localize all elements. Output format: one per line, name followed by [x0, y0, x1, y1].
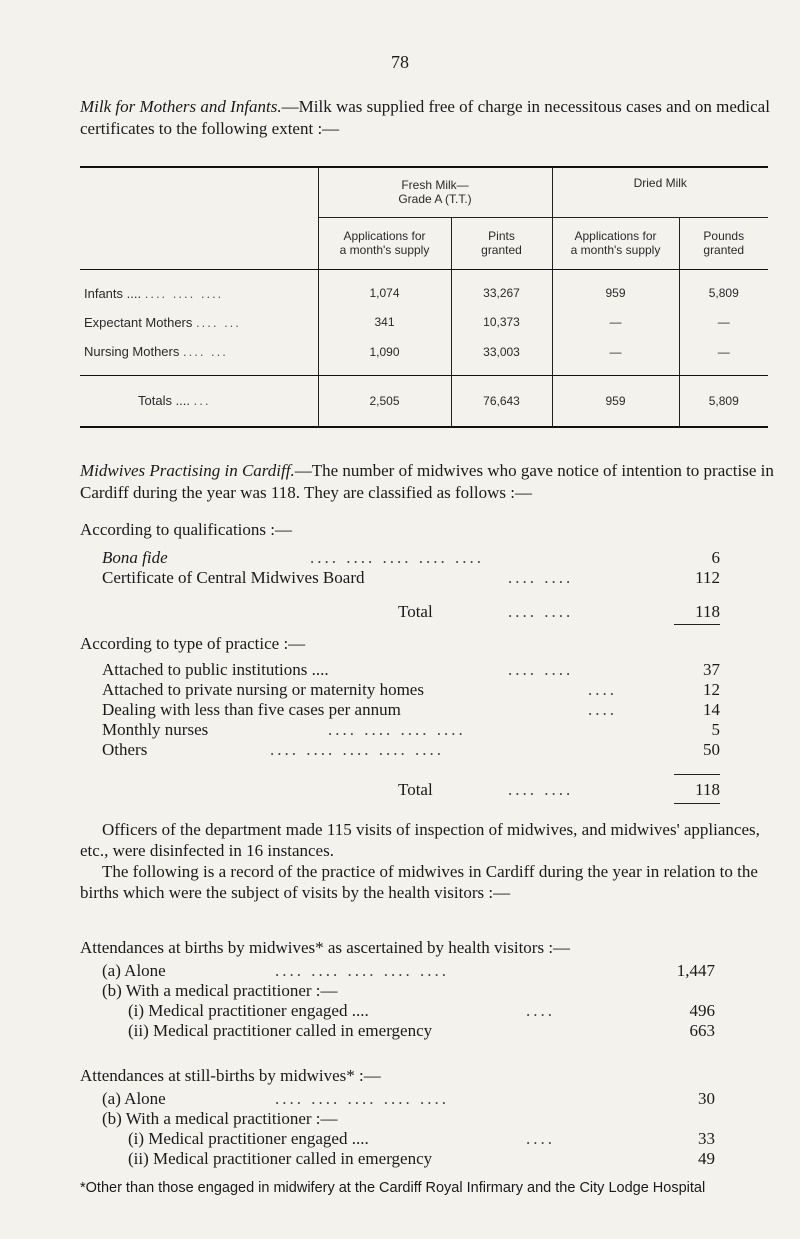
- row-label: Infants .... .... .... ....: [84, 285, 224, 301]
- list-item: (b) With a medical practitioner :—: [102, 1109, 338, 1128]
- total-value: 2,505: [318, 375, 451, 427]
- totals-row: [80, 375, 768, 427]
- list-item: (i) Medical practitioner engaged .... .... 33: [128, 1129, 715, 1148]
- leader-dots: .... ...: [196, 314, 241, 330]
- cell-value: 5,809: [679, 269, 768, 307]
- leader-dots: ...: [193, 393, 211, 409]
- cell-value: 33,267: [451, 269, 552, 307]
- list-heading: Attendances at still-births by midwives* :—: [80, 1066, 381, 1085]
- qualifications-total: Total .... .... 118: [398, 602, 720, 621]
- qualifications-list: [80, 520, 720, 622]
- fresh-milk-grade: Grade A (T.T.): [398, 192, 472, 207]
- list-heading: According to qualifications :—: [80, 520, 292, 539]
- practice-type-list: [80, 634, 720, 800]
- list-item: Bona fide .... .... .... .... .... 6: [102, 548, 720, 567]
- list-item: (ii) Medical practitioner called in emergency 663: [128, 1021, 715, 1040]
- total-value: 5,809: [679, 375, 768, 427]
- row-label: Expectant Mothers .... ...: [84, 314, 241, 330]
- col-fresh-applications-line1: Applications for: [343, 229, 426, 243]
- list-item: (b) With a medical practitioner :—: [102, 981, 338, 1000]
- totals-label: Totals .... ...: [80, 375, 318, 427]
- total-rule: [674, 803, 720, 804]
- list-item: Attached to private nursing or maternity homes .... 12: [102, 680, 720, 699]
- record-intro-text: The following is a record of the practice of midwives in Cardiff during the year in relation to the births which were the subject of visits by the health visitors :—: [80, 862, 758, 902]
- list-item: Others .... .... .... .... .... 50: [102, 740, 720, 759]
- list-item: (a) Alone .... .... .... .... .... 30: [102, 1089, 715, 1108]
- inspection-text: Officers of the department made 115 visits of inspection of midwives, and midwives' appliances, etc., were disinfected in 16 instances.: [80, 820, 760, 860]
- births-attendance-list: [80, 938, 740, 1041]
- list-item: (i) Medical practitioner engaged .... .... 496: [128, 1001, 715, 1020]
- list-item: (a) Alone .... .... .... .... .... 1,447: [102, 961, 715, 980]
- milk-paragraph: [80, 96, 780, 140]
- inspection-paragraph: [80, 819, 780, 903]
- list-item: Dealing with less than five cases per annum .... 14: [102, 700, 720, 719]
- cell-value: —: [679, 337, 768, 375]
- milk-intro-text: —Milk was supplied free of charge in necessitous cases and on medical certificates to the following extent :—: [80, 97, 770, 138]
- milk-table-corner: [80, 167, 318, 217]
- row-label: Nursing Mothers .... ...: [80, 337, 318, 375]
- midwives-intro-text: —The number of midwives who gave notice of intention to practise in Cardiff during the year was 118. They are classified as follows :—: [80, 461, 774, 502]
- cell-value: 1,074: [318, 269, 451, 307]
- col-pounds-line2: granted: [703, 243, 745, 257]
- table-row: [80, 269, 768, 307]
- stillbirths-attendance-list: [80, 1066, 740, 1169]
- fresh-milk-heading: Fresh Milk—: [401, 178, 469, 193]
- cell-value: 1,090: [318, 337, 451, 375]
- list-heading: Attendances at births by midwives* as ascertained by health visitors :—: [80, 938, 571, 957]
- col-pints-line1: Pints: [488, 229, 515, 243]
- cell-value: 959: [552, 269, 679, 307]
- list-item: Monthly nurses .... .... .... .... 5: [102, 720, 720, 739]
- milk-table-column-header: [80, 217, 768, 269]
- cell-value: —: [552, 307, 679, 337]
- leader-dots: .... .... ....: [144, 285, 224, 301]
- cell-value: —: [552, 337, 679, 375]
- col-fresh-applications: [318, 217, 451, 269]
- list-item: Certificate of Central Midwives Board .... .... 112: [102, 568, 720, 587]
- leader-dots: .... ...: [183, 344, 228, 360]
- total-value: 959: [552, 375, 679, 427]
- table-row: [80, 337, 768, 375]
- cell-value: 10,373: [451, 307, 552, 337]
- milk-section-title: Milk for Mothers and Infants.: [80, 97, 282, 116]
- col-pounds-line1: Pounds: [703, 229, 745, 243]
- col-dried-applications-line2: a month's supply: [570, 243, 661, 257]
- total-value: 76,643: [451, 375, 552, 427]
- fresh-milk-group-header: [318, 167, 552, 217]
- midwives-section-title: Midwives Practising in Cardiff.: [80, 461, 295, 480]
- midwives-paragraph: [80, 460, 780, 504]
- footnote: *Other than those engaged in midwifery at the Cardiff Royal Infirmary and the City Lodge Hospital: [80, 1180, 706, 1196]
- total-rule: [674, 774, 720, 775]
- col-dried-applications: [552, 217, 679, 269]
- table-row: [80, 307, 768, 337]
- dried-milk-heading: Dried Milk: [633, 176, 687, 190]
- milk-table-group-header: [80, 167, 768, 217]
- col-pints-granted: [451, 217, 552, 269]
- col-pints-line2: granted: [481, 243, 522, 257]
- practice-type-total: Total .... .... 118: [398, 780, 720, 799]
- page-number: 78: [391, 52, 409, 72]
- col-pounds-granted: [679, 217, 768, 269]
- cell-value: —: [679, 307, 768, 337]
- list-item: (ii) Medical practitioner called in emergency 49: [128, 1149, 715, 1168]
- cell-value: 341: [318, 307, 451, 337]
- cell-value: 33,003: [451, 337, 552, 375]
- milk-table-label-header: [80, 217, 318, 269]
- milk-table: [80, 166, 768, 428]
- total-rule: [674, 624, 720, 625]
- col-fresh-applications-line2: a month's supply: [339, 243, 430, 257]
- col-dried-applications-line1: Applications for: [574, 229, 657, 243]
- list-heading: According to type of practice :—: [80, 634, 306, 653]
- list-item: Attached to public institutions .... .... .... 37: [102, 660, 720, 679]
- dried-milk-group-header: [552, 167, 768, 217]
